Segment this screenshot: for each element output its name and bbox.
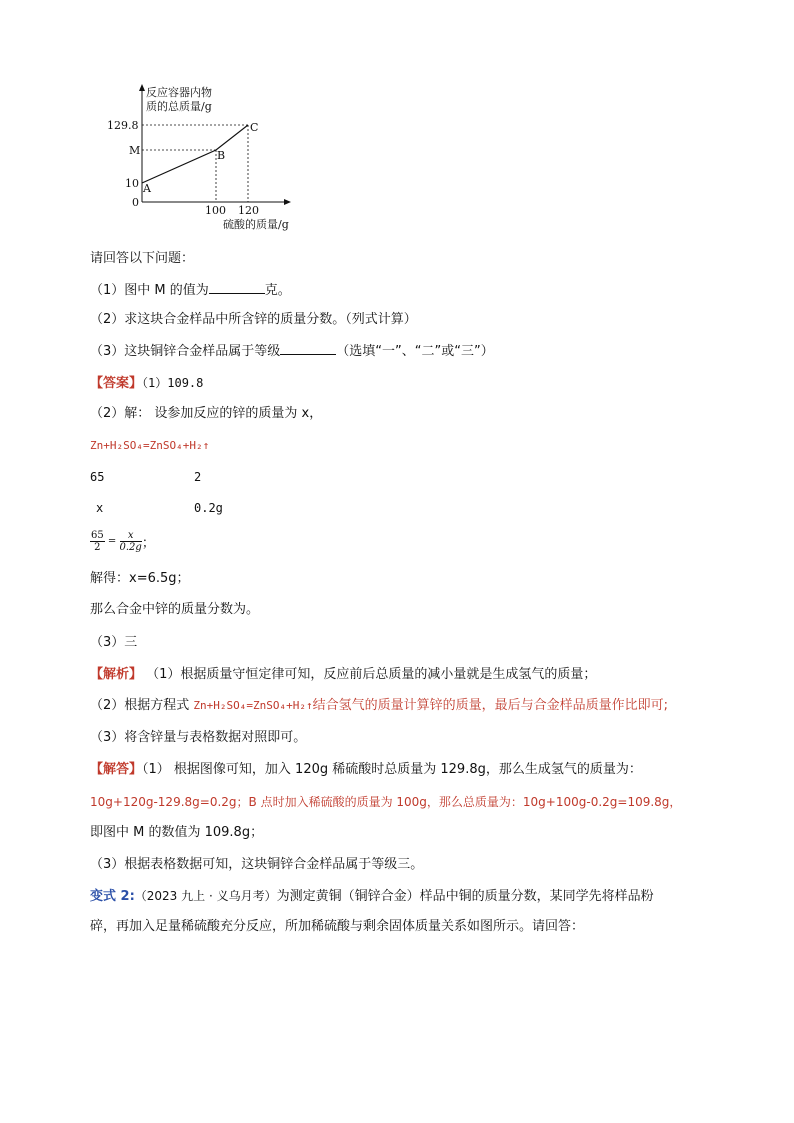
variant-line-1 (90, 887, 654, 906)
data-line (142, 125, 248, 183)
y-axis-arrow (139, 84, 145, 91)
row2-right: 0.2g (194, 501, 223, 515)
point-c-label: C (250, 121, 259, 134)
question-3 (90, 342, 494, 361)
x-axis-arrow (284, 199, 291, 205)
solve-line: 解得：x=6.5g； (90, 571, 190, 586)
prompt: 请回答以下问题： (90, 251, 195, 266)
fraction-equation: $\frac{65}{2}$ = $\frac{x}{0.2g}$ ； (91, 530, 155, 553)
q3-pre: （3）这块铜锌合金样品属于等级 (90, 344, 281, 359)
ratio-row-2 (90, 499, 223, 517)
q1-blank (209, 281, 265, 294)
xlabel: 硫酸的质量/g (223, 218, 289, 231)
analysis-tag: 【解析】 (90, 667, 143, 682)
point-a-label: A (143, 182, 151, 195)
q3-blank (280, 342, 336, 355)
ytick-129-8: 129.8 (107, 119, 139, 132)
row1-left: 65 (90, 470, 105, 484)
analysis-2-pre: （2）根据方程式 (90, 698, 194, 713)
answer-2-intro: （2）解： 设参加反应的锌的质量为 x， (90, 406, 323, 421)
question-2: （2）求这块合金样品中所含锌的质量分数。（列式计算） (90, 312, 417, 327)
xtick-100: 100 (205, 204, 226, 217)
analysis-line-2 (90, 697, 668, 715)
solution-line-4: （3）根据表格数据可知，这块铜锌合金样品属于等级三。 (90, 857, 424, 872)
analysis-1: （1）根据质量守恒定律可知，反应前后总质量的减小量就是生成氢气的质量； (146, 667, 597, 682)
q1-pre: （1）图中 M 的值为 (90, 283, 209, 298)
q3-post: （选填“一”、“二”或“三”） (336, 344, 494, 359)
analysis-line-3: （3）将含锌量与表格数据对照即可。 (90, 730, 307, 745)
solution-1: （1） 根据图像可知，加入 120g 稀硫酸时总质量为 129.8g，那么生成氢气的质量为： (142, 762, 642, 777)
variant-tag: 变式 2: (90, 889, 135, 904)
variant-source: （2023 九上 · 义乌月考） (134, 889, 277, 903)
ytick-10: 10 (125, 177, 139, 190)
fraction-left (90, 530, 105, 553)
ratio-row-1 (90, 468, 201, 486)
ytick-m: M (129, 144, 141, 157)
frac-tail: ； (141, 536, 155, 551)
ylabel-line1: 反应容器内物 (146, 86, 212, 99)
answer-line-1 (90, 374, 203, 393)
frac-right-num: x (120, 530, 142, 542)
analysis-line-1 (90, 666, 596, 684)
point-b-label: B (217, 149, 226, 162)
ylabel-line2: 质的总质量/g (146, 100, 212, 113)
frac-right-den: 0.2g (119, 542, 142, 553)
solution-line-1 (90, 761, 642, 779)
ytick-0: 0 (132, 196, 139, 209)
row1-right: 2 (194, 470, 202, 484)
answer-1: （1）109.8 (142, 376, 204, 390)
solution-line-3: 即图中 M 的数值为 109.8g； (90, 825, 264, 840)
question-1 (90, 281, 291, 300)
frac-left-den: 2 (94, 542, 101, 553)
variant-1: 为测定黄铜（铜锌合金）样品中铜的质量分数，某同学先将样品粉 (276, 889, 654, 904)
solution-tag: 【解答】 (90, 762, 143, 777)
fraction-right (120, 530, 142, 553)
variant-line-2: 碎，再加入足量稀硫酸充分反应，所加稀硫酸与剩余固体质量关系如图所示。请回答： (90, 919, 585, 934)
analysis-2-eq: Zn+H₂SO₄=ZnSO₄+H₂↑ (193, 699, 313, 712)
row2-left: x (96, 501, 104, 515)
equation: Zn+H₂SO₄=ZnSO₄+H₂↑ (90, 439, 210, 452)
solution-line-2: 10g+120g-129.8g=0.2g；B 点时加入稀硫酸的质量为 100g，那么总质量为：10g+100g-0.2g=109.8g， (90, 795, 682, 809)
xtick-120: 120 (238, 204, 259, 217)
answer-tag: 【答案】 (90, 376, 143, 391)
analysis-2-post: 结合氢气的质量计算锌的质量，最后与合金样品质量作比即可; (312, 698, 669, 713)
q1-post: 克。 (264, 283, 291, 298)
mass-graph (105, 80, 315, 235)
conclusion-line: 那么合金中锌的质量分数为。 (90, 602, 260, 617)
answer-3: （3）三 (90, 635, 138, 650)
frac-left-num: 65 (91, 530, 104, 541)
